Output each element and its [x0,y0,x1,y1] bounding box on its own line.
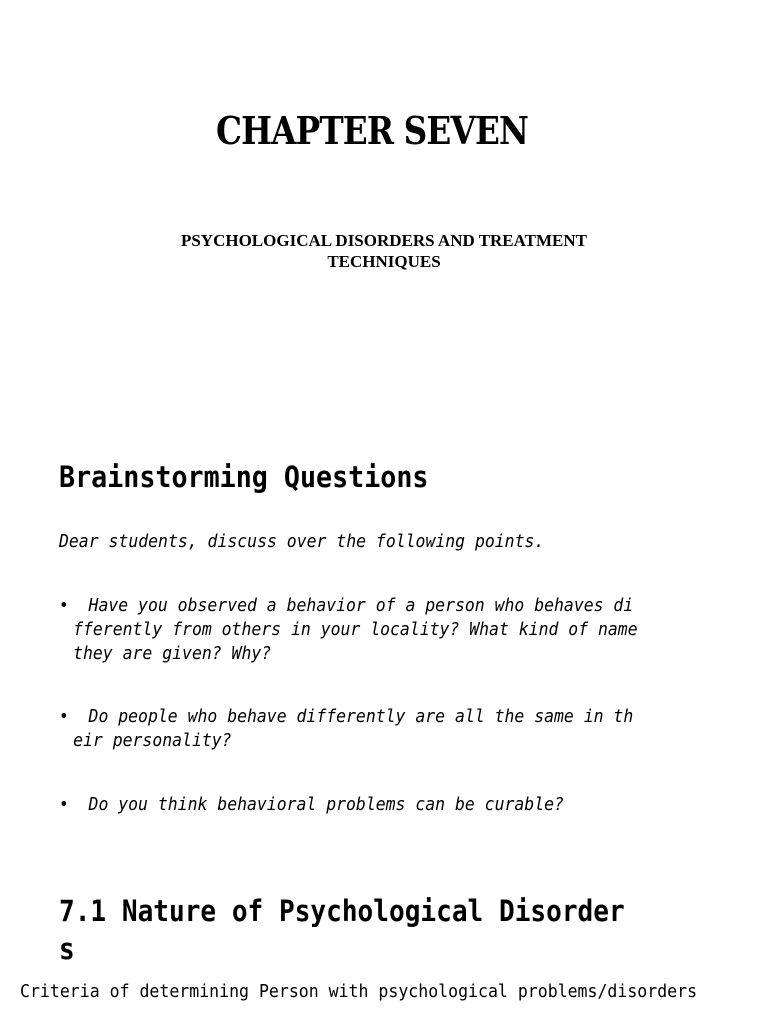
bullet-icon: • [59,795,69,815]
brainstorming-intro: Dear students, discuss over the following points. [59,532,545,552]
question-text-line: fferently from others in your locality? What kind of name [73,620,638,640]
chapter-subtitle-line: TECHNIQUES [327,252,441,271]
chapter-subtitle-line: PSYCHOLOGICAL DISORDERS AND TREATMENT [180,231,588,250]
question-text-line: they are given? Why? [73,644,272,664]
question-item [59,705,759,753]
chapter-title: CHAPTER SEVEN [215,108,529,153]
section-heading-line: 7.1 Nature of Psychological Disorder [59,894,625,928]
brainstorming-heading: Brainstorming Questions [59,460,429,494]
section-heading [59,892,739,968]
question-text-line: eir personality? [73,731,232,751]
question-item [59,594,759,666]
bullet-icon: • [59,596,69,616]
section-heading-line: s [59,932,75,966]
question-text-line: Have you observed a behavior of a person who behaves di [88,596,634,616]
chapter-subtitle [130,230,638,272]
question-item [59,793,759,817]
bullet-icon: • [59,707,69,727]
question-text-line: Do people who behave differently are all the same in th [88,707,634,727]
criteria-text: Criteria of determining Person with psychological problems/disorders [20,982,698,1002]
question-text-line: Do you think behavioral problems can be curable? [88,795,564,815]
